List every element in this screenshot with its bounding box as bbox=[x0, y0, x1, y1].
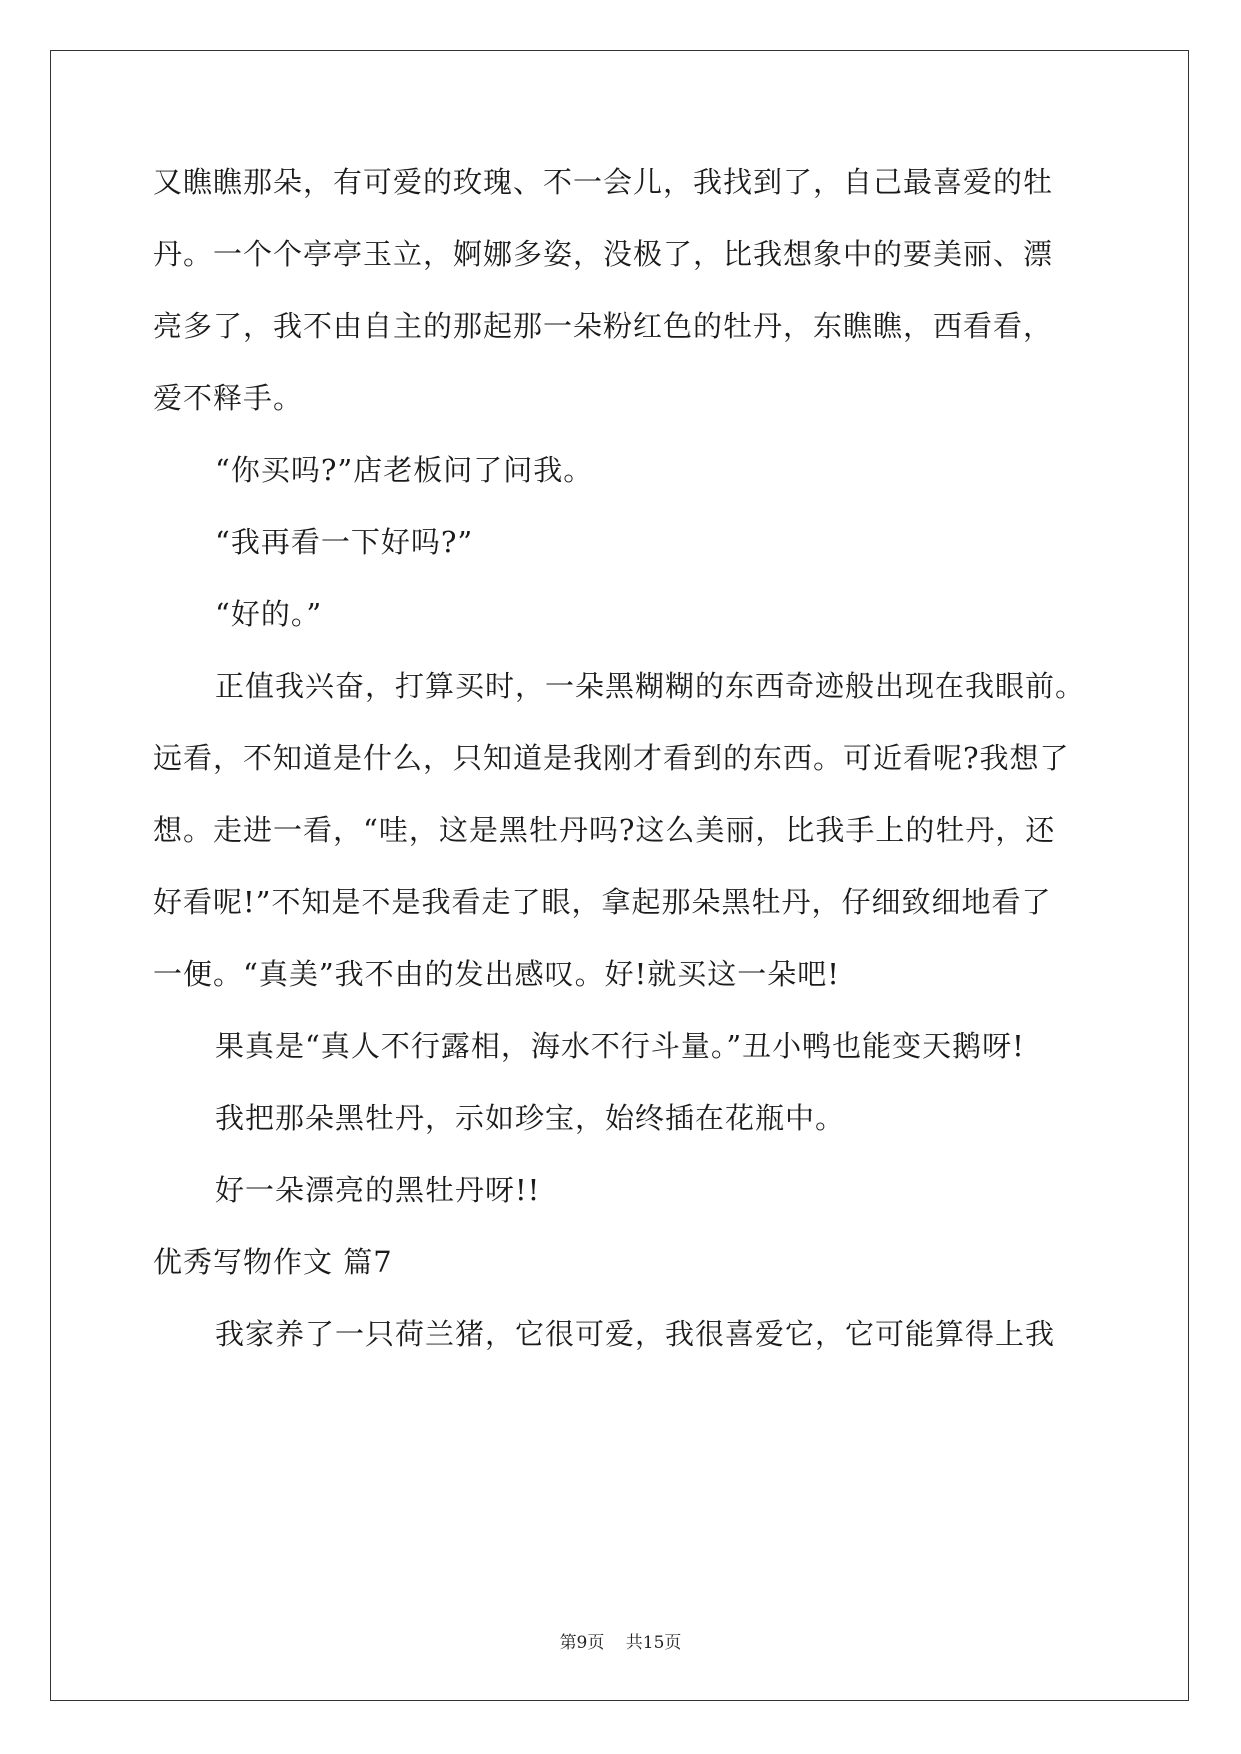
text-line: 正值我兴奋，打算买时，一朵黑糊糊的东西奇迹般出现在我眼前。 bbox=[215, 669, 1086, 703]
text-line: “你买吗?”店老板问了问我。 bbox=[215, 453, 594, 487]
text-line: 我把那朵黑牡丹，示如珍宝，始终插在花瓶中。 bbox=[215, 1101, 846, 1135]
text-line: 好一朵漂亮的黑牡丹呀!! bbox=[215, 1173, 541, 1207]
text-line: 又瞧瞧那朵，有可爱的玫瑰、不一会儿，我找到了，自己最喜爱的牡 bbox=[153, 165, 1054, 199]
text-line: 一便。“真美”我不由的发出感叹。好!就买这一朵吧! bbox=[153, 957, 840, 991]
text-line: 我家养了一只荷兰猪，它很可爱，我很喜爱它，它可能算得上我 bbox=[215, 1317, 1056, 1351]
text-line: “好的。” bbox=[215, 597, 323, 631]
page-footer bbox=[0, 1628, 1241, 1653]
page-number: 第9页 bbox=[559, 1633, 605, 1653]
section-heading: 优秀写物作文 篇7 bbox=[153, 1245, 393, 1279]
text-line: 亮多了，我不由自主的那起那一朵粉红色的牡丹，东瞧瞧，西看看， bbox=[153, 309, 1054, 343]
text-line: 丹。一个个亭亭玉立，婀娜多姿，没极了，比我想象中的要美丽、漂 bbox=[153, 237, 1054, 271]
page-border bbox=[50, 50, 1189, 1701]
text-line: 想。走进一看，“哇，这是黑牡丹吗?这么美丽，比我手上的牡丹，还 bbox=[153, 813, 1056, 847]
text-line: “我再看一下好吗?” bbox=[215, 525, 474, 559]
text-line: 果真是“真人不行露相，海水不行斗量。”丑小鸭也能变天鹅呀! bbox=[215, 1029, 1025, 1063]
text-line: 爱不释手。 bbox=[153, 381, 304, 415]
text-line: 好看呢!”不知是不是我看走了眼，拿起那朵黑牡丹，仔细致细地看了 bbox=[153, 885, 1052, 919]
text-line: 远看，不知道是什么，只知道是我刚才看到的东西。可近看呢?我想了 bbox=[153, 741, 1070, 775]
page-total: 共15页 bbox=[625, 1633, 682, 1653]
